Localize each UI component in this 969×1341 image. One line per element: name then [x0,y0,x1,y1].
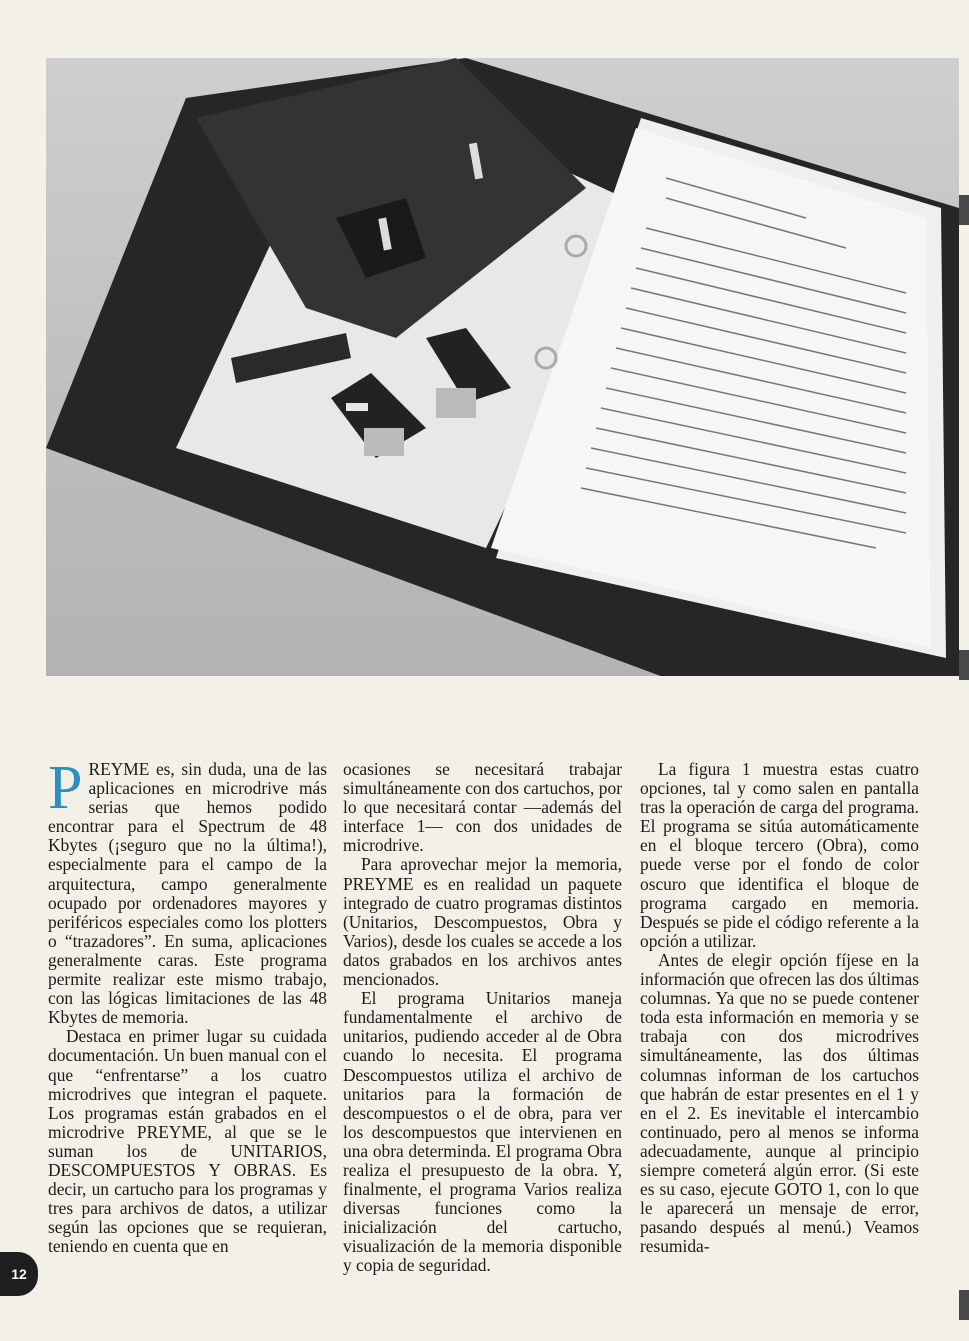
paragraph: Destaca en primer lugar su cuidada documentación. Un buen manual con el que “enfrentarse” a los cuatro microdrives que integran el paquete. Los programas están grabados en el microdrive PREYME, al que se le suman los de UNITARIOS, DESCOMPUESTOS Y OBRAS. Es decir, un cartucho para los programas y tres para archivos de datos, a utilizar según las opciones que se requieran, teniendo en cuenta que en [48,1026,327,1257]
paragraph: Para aprovechar mejor la memoria, PREYME es en realidad un paquete integrado de cuatro programas distintos (Unitarios, Descompuestos, Obra y Varios), desde los cuales se accede a los datos grabados en los archivos antes mencionados. [343,854,622,990]
paragraph: Antes de elegir opción fíjese en la información que ofrecen las dos últimas columnas. Ya que no se puede contener toda esta información en memoria y se trabaja con dos microdrives simultáneamente, las dos últimas columnas informan de los cartuchos que habrán de estar presentes en el 1 y en el 2. Es inevitable el intercambio continuado, pero al menos se informa adecuadamente, aunque al principio siempre cometerá algún error. (Si este es su caso, ejecute GOTO 1, con lo que le aparecerá un mensaje de error, pasando después al menú.) Veamos resumida- [640,949,919,1257]
article-column-2 [343,760,622,1276]
edge-tab [959,1290,969,1320]
edge-tab [959,195,969,225]
drop-cap: P [48,754,83,822]
paragraph: El programa Unitarios maneja fundamentalmente el archivo de unitarios, pudiendo acceder al de Obra cuando lo necesita. El programa Descompuestos utiliza el archivo de unitarios para la formación de descompuestos o el de obra, para ver los descompuestos que intervienen en una obra determinda. El programa Obra realiza el presupuesto de la obra. Y, finalmente, el programa Varios realiza diversas funciones como la inicialización del cartucho, visualización de la memoria disponible y copia de seguridad. [343,988,622,1276]
article-column-1 [48,754,327,1257]
paragraph: ocasiones se necesitará trabajar simultáneamente con dos cartuchos, por lo que necesitará contar —además del interface 1— con dos unidades de microdrive. [343,759,622,856]
edge-tab [959,650,969,680]
binder-illustration [46,58,959,676]
paragraph: La figura 1 muestra estas cuatro opciones, tal y como salen en pantalla tras la operación de carga del programa. El programa se sitúa automáticamente en el bloque tercero (Obra), como puede verse por el fondo de color oscuro que identifica el bloque de programa cargado en memoria. Después se pide el código referente a la opción a utilizar. [640,759,919,951]
article-column-3 [640,760,919,1256]
page-number: 12 [0,1252,38,1296]
article-photo [46,58,959,676]
paragraph: REYME es, sin duda, una de las aplicaciones en microdrive más serias que hemos podido encontrar para el Spectrum de 48 Kbytes (¡seguro que no la última!), especialmente para el campo de la arquitectura, campo generalmente ocupado por ordenadores mayores y periféricos especiales como los plotters o “trazadores”. En suma, aplicaciones generalmente caras. Este programa permite realizar este mismo trabajo, con las lógicas limitaciones de las 48 Kbytes de memoria. [48,759,327,1028]
